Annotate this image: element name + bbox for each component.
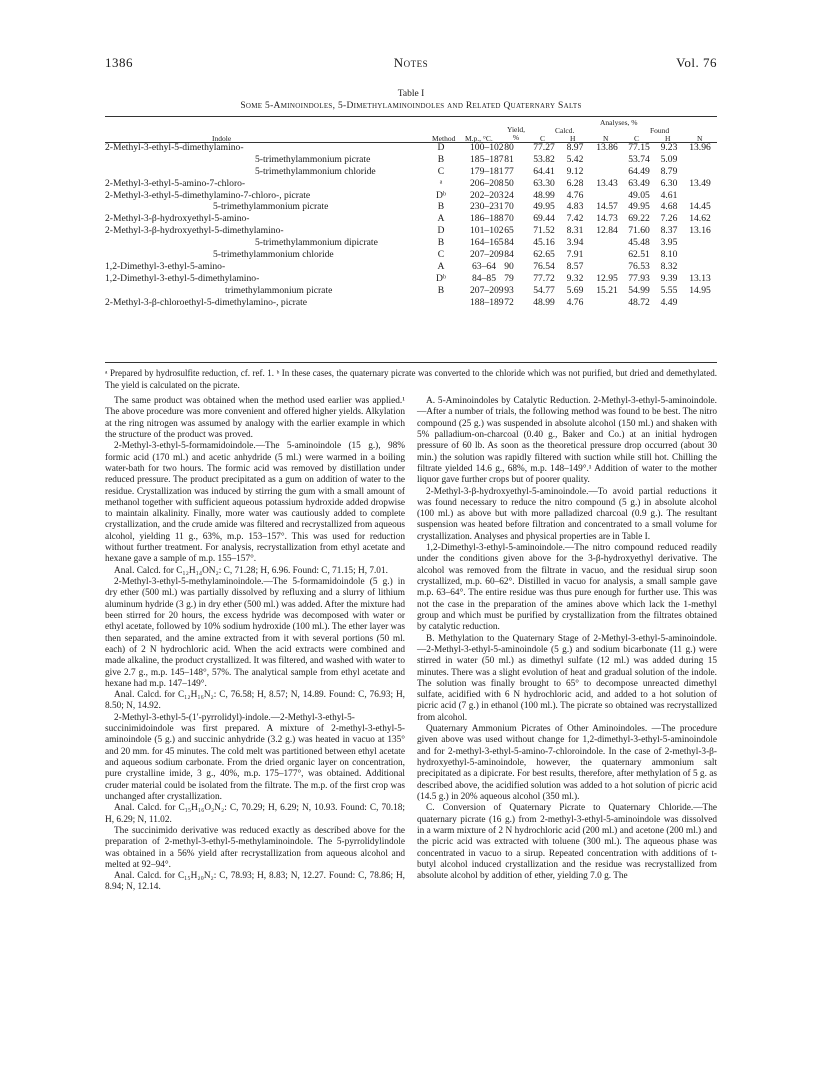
table-row	[105, 166, 717, 178]
cell-calc-c: 62.65	[533, 249, 555, 261]
cell-mp: 206–208	[470, 177, 504, 189]
cell-mp: 84–85	[472, 272, 496, 284]
cell-calc-c: 63.30	[533, 177, 555, 189]
cell-found-c: 64.49	[628, 165, 650, 177]
cell-found-c: 69.22	[628, 213, 650, 225]
cell-method: B	[437, 284, 445, 296]
col-header-yield: Yield, %	[506, 125, 526, 142]
cell-calc-c: 48.99	[533, 189, 555, 201]
running-header	[105, 55, 717, 75]
cell-mp: 186–188	[470, 213, 504, 225]
paragraph: 1,2-Dimethyl-3-ethyl-5-aminoindole.—The nitro compound reduced readily under the conditions given above for the 3-β-hydroxyethyl derivative. The alcohol was removed from the filtrate in vacuo, and the residual sirup soon crystallized, m.p. 60–62°. Distilled in vacuo for analysis, a small sample gave m.p. 63–64°. The entire residue was thus pure enough for further use. This was not the case in the preparation of the amines above which lack the 1-methyl group and which must be purified by crystallization from the filtrates obtained by catalytic reduction.	[417, 543, 717, 633]
cell-calc-c: 49.95	[533, 201, 555, 213]
cell-found-h: 8.37	[660, 225, 678, 237]
cell-calc-n: 14.57	[596, 201, 618, 213]
paragraph: C. Conversion of Quaternary Picrate to Quaternary Chloride.—The quaternary picrate (16 g.) from 2-methyl-3-ethyl-5-aminoindole was dissolved in a warm mixture of 2 N hydrochloric acid (200 ml.) and acetone (200 ml.) and the picric acid was extracted with toluene (300 ml.). The aqueous phase was concentrated in vacuo to a sirup. Repeated concentration with additions of t-butyl alcohol induced crystallization and the residue was recrystallized from absolute alcohol by addition of ether, yielding 7.0 g. The	[417, 803, 717, 882]
cell-found-c: 49.05	[628, 189, 650, 201]
cell-found-h: 4.68	[660, 201, 678, 213]
cell-yield: 80	[504, 142, 514, 153]
cell-calc-c: 45.16	[533, 237, 555, 249]
table-row	[105, 190, 717, 202]
table-row	[105, 178, 717, 190]
cell-method: Dᵇ	[436, 272, 446, 284]
cell-mp: 230–231	[470, 201, 504, 213]
table-caption: Some 5-Aminoindoles, 5-Dimethylaminoindoles and Related Quaternary Salts	[240, 101, 582, 111]
cell-calc-h: 3.94	[566, 237, 584, 249]
cell-found-c: 62.51	[628, 249, 650, 261]
col-header-calc-h: H	[570, 134, 576, 143]
table-row	[105, 142, 717, 154]
paragraph: 2-Methyl-3-β-hydroxyethyl-5-aminoindole.—To avoid partial reductions it was found necessary to reduce the nitro compound (5 g.) in absolute alcohol (100 ml.) as above but with more palladized charcoal (0.9 g.). The resultant suspension was heated before filtration and concentrated to a small volume for crystallization. Analyses and physical properties are in Table I.	[417, 486, 717, 542]
cell-calc-h: 5.69	[566, 284, 584, 296]
cell-found-c: 76.53	[628, 260, 650, 272]
cell-method: C	[437, 165, 445, 177]
cell-calc-c: 53.82	[533, 153, 555, 165]
compound-name: 1,2-Dimethyl-3-ethyl-5-dimethylamino-	[105, 272, 260, 284]
cell-calc-c: 48.99	[533, 296, 555, 308]
compound-name: 2-Methyl-3-β-hydroxyethyl-5-amino-	[105, 213, 250, 225]
table-row	[105, 297, 717, 309]
cell-mp: 100–102	[470, 142, 504, 153]
compound-name: trimethylammonium picrate	[225, 284, 333, 296]
cell-found-h: 8.10	[660, 249, 678, 261]
cell-calc-c: 54.77	[533, 284, 555, 296]
cell-method: B	[437, 153, 445, 165]
cell-calc-h: 4.76	[566, 189, 584, 201]
cell-yield: 77	[504, 165, 514, 177]
cell-found-n: 13.96	[689, 142, 711, 153]
cell-mp: 101–102	[470, 225, 504, 237]
col-header-calc-n: N	[603, 134, 609, 143]
cell-calc-h: 8.97	[566, 142, 584, 153]
cell-mp: 185–187	[470, 153, 504, 165]
col-header-method: Method	[432, 134, 456, 143]
table-row	[105, 201, 717, 213]
table-title: Table I	[397, 89, 425, 99]
compound-name: 5-trimethylammonium dipicrate	[255, 237, 378, 249]
paragraph: B. Methylation to the Quaternary Stage of 2-Methyl-3-ethyl-5-aminoindole.—2-Methyl-3-ethyl-5-aminoindole (5 g.) and sodium bicarbonate (11 g.) were stirred in water (50 ml.) as dimethyl sulfate (12 ml.) was added during 15 minutes. There was a slight evolution of heat and gradual solution of the indole. The solution was finally brought to 65° to decompose unreacted dimethyl sulfate, acidified with 6 N hydrochloric acid, and added to a hot solution of picric acid (7 g.) in ethanol (100 ml.). The picrate so obtained was recrystallized from alcohol.	[417, 633, 717, 723]
cell-calc-n: 14.73	[596, 213, 618, 225]
table-row	[105, 213, 717, 225]
col-header-indole: Indole	[212, 134, 232, 143]
paragraph: Anal. Calcd. for C₁₂H₁₆N₂: C, 76.58; H, 8.57; N, 14.89. Found: C, 76.93; H, 8.50; N, 14.92.	[105, 690, 405, 712]
cell-yield: 93	[504, 284, 514, 296]
paragraph: Anal. Calcd. for C₁₅H₂₀N₂: C, 78.93; H, 8.83; N, 12.27. Found: C, 78.86; H, 8.94; N, 12.14.	[105, 871, 405, 893]
col-header-analyses: Analyses, %	[600, 118, 638, 127]
cell-calc-n: 13.43	[596, 177, 618, 189]
cell-found-n: 14.95	[689, 284, 711, 296]
cell-yield: 70	[504, 213, 514, 225]
cell-calc-h: 8.31	[566, 225, 584, 237]
cell-method: C	[437, 249, 445, 261]
compound-name: 2-Methyl-3-ethyl-5-dimethylamino-	[105, 142, 244, 153]
cell-mp: 207–209	[470, 284, 504, 296]
cell-found-c: 63.49	[628, 177, 650, 189]
cell-yield: 70	[504, 201, 514, 213]
cell-calc-c: 64.41	[533, 165, 555, 177]
cell-calc-n: 15.21	[596, 284, 618, 296]
table-row	[105, 273, 717, 285]
cell-calc-h: 9.12	[566, 165, 584, 177]
volume-label: Vol. 76	[676, 55, 717, 70]
cell-found-h: 4.49	[660, 296, 678, 308]
compound-name: 5-trimethylammonium chloride	[255, 165, 376, 177]
cell-found-c: 54.99	[628, 284, 650, 296]
cell-found-h: 9.39	[660, 272, 678, 284]
cell-found-c: 48.72	[628, 296, 650, 308]
cell-found-h: 6.30	[660, 177, 678, 189]
cell-found-h: 5.09	[660, 153, 678, 165]
cell-mp: 188–189	[470, 296, 504, 308]
cell-calc-h: 7.42	[566, 213, 584, 225]
cell-found-h: 7.26	[660, 213, 678, 225]
cell-found-h: 4.61	[660, 189, 678, 201]
col-header-found-n: N	[697, 134, 703, 143]
cell-calc-h: 9.32	[566, 272, 584, 284]
paragraph: 2-Methyl-3-ethyl-5-(1′-pyrrolidyl)-indole.—2-Methyl-3-ethyl-5-succinimidoindole was first prepared. A mixture of 2-methyl-3-ethyl-5-aminoindole (5 g.) and succinic anhydride (3.2 g.) was heated in vacuo at 135° and 20 mm. for 45 minutes. The cold melt was partitioned between ethyl acetate and aqueous sodium carbonate. From the dried organic layer on concentration, pure crystalline imide, 3 g., 40%, m.p. 175–177°, was obtained. Additional cruder material could be isolated from the filtrate. The m.p. of the first crop was unchanged after crystallization.	[105, 712, 405, 802]
cell-calc-h: 7.91	[566, 249, 584, 261]
compound-name: 1,2-Dimethyl-3-ethyl-5-amino-	[105, 260, 226, 272]
cell-method: Dᵇ	[436, 189, 446, 201]
cell-method: B	[437, 237, 445, 249]
table-row	[105, 237, 717, 249]
cell-yield: 50	[504, 177, 514, 189]
cell-method: D	[437, 142, 445, 153]
cell-found-c: 53.74	[628, 153, 650, 165]
table-row	[105, 285, 717, 297]
cell-calc-h: 5.42	[566, 153, 584, 165]
table-footnote: ᵃ Prepared by hydrosulfite reduction, cf. ref. 1. ᵇ In these cases, the quaternary picrate was converted to the chloride which was not purified, but dried and demethylated. The yield is calculated on the picrate.	[105, 368, 717, 390]
journal-section: Notes	[393, 55, 429, 70]
cell-yield: 84	[504, 237, 514, 249]
cell-found-h: 5.55	[660, 284, 678, 296]
cell-calc-h: 4.76	[566, 296, 584, 308]
compound-name: 2-Methyl-3-ethyl-5-dimethylamino-7-chloro-, picrate	[105, 189, 311, 201]
cell-yield: 72	[504, 296, 514, 308]
cell-calc-c: 69.44	[533, 213, 555, 225]
cell-yield: 65	[504, 225, 514, 237]
cell-mp: 207–209	[470, 249, 504, 261]
col-header-found-c: C	[634, 134, 640, 143]
cell-method: A	[437, 260, 445, 272]
compound-name: 2-Methyl-3-β-chloroethyl-5-dimethylamino-, picrate	[105, 296, 308, 308]
col-header-mp: M.p., °C.	[465, 134, 493, 143]
cell-method: A	[437, 213, 445, 225]
table-bottom-rule	[105, 362, 717, 363]
cell-mp: 63–64	[472, 260, 496, 272]
cell-mp: 179–181	[470, 165, 504, 177]
col-header-calcd: Calcd.	[555, 126, 575, 135]
cell-method: ᵃ	[439, 177, 443, 189]
cell-calc-c: 71.52	[533, 225, 555, 237]
table-top-rule	[105, 116, 717, 117]
cell-calc-c: 77.72	[533, 272, 555, 284]
cell-yield: 24	[504, 189, 514, 201]
compound-name: 5-trimethylammonium picrate	[213, 201, 329, 213]
cell-calc-h: 4.83	[566, 201, 584, 213]
cell-found-c: 77.15	[628, 142, 650, 153]
cell-found-n: 14.62	[689, 213, 711, 225]
cell-found-c: 77.93	[628, 272, 650, 284]
cell-found-c: 45.48	[628, 237, 650, 249]
col-header-calc-c: C	[540, 134, 546, 143]
compound-name: 2-Methyl-3-ethyl-5-amino-7-chloro-	[105, 177, 246, 189]
table-row	[105, 225, 717, 237]
table-row	[105, 261, 717, 273]
compounds-table	[105, 142, 717, 308]
cell-method: D	[437, 225, 445, 237]
cell-yield: 79	[504, 272, 514, 284]
cell-yield: 84	[504, 249, 514, 261]
cell-calc-n: 12.84	[596, 225, 618, 237]
table-row	[105, 249, 717, 261]
page-number: 1386	[105, 55, 133, 70]
paragraph: 2-Methyl-3-ethyl-5-methylaminoindole.—The 5-formamidoindole (5 g.) in dry ether (500 ml.) was partially dissolved by refluxing and a slurry of lithium aluminum hydride (3 g.) in dry ether (500 ml.) was added. After the mixture had been stirred for 20 hours, the excess hydride was decomposed with water or ethyl acetate, followed by 10% sodium hydroxide (100 ml.). The ether layer was then separated, and the amine extracted from it with several portions (50 ml. each) of 2 N hydrochloric acid. When the acid extracts were combined and made alkaline, the product crystallized. It was filtered, and washed with water to give 2.7 g., m.p. 145–148°, 57%. The analytical sample from ethyl acetate and hexane had m.p. 147–149°.	[105, 577, 405, 689]
paragraph: Anal. Calcd. for C₁₅H₁₆O₂N₂: C, 70.29; H, 6.29; N, 10.93. Found: C, 70.18; H, 6.29; N, 11.02.	[105, 803, 405, 825]
cell-found-c: 49.95	[628, 201, 650, 213]
compound-name: 2-Methyl-3-β-hydroxyethyl-5-dimethylamino-	[105, 225, 284, 237]
cell-found-c: 71.60	[628, 225, 650, 237]
cell-found-n: 13.49	[689, 177, 711, 189]
cell-found-h: 9.23	[660, 142, 678, 153]
cell-found-n: 14.45	[689, 201, 711, 213]
cell-calc-n: 13.86	[596, 142, 618, 153]
cell-found-h: 3.95	[660, 237, 678, 249]
cell-mp: 202–203	[470, 189, 504, 201]
paragraph: Quaternary Ammonium Picrates of Other Aminoindoles. —The procedure given above was used without change for 1,2-dimethyl-3-ethyl-5-aminoindole and for 2-methyl-3-ethyl-5-amino-7-chloroindole. In the case of 2-methyl-3-β-hydroxyethyl-5-aminoindole, however, the quaternary ammonium salt precipitated as a dipicrate. For best results, therefore, after methylation of 5 g. as described above, the acidified solution was added to a hot solution of picric acid (14.5 g.) in 20% aqueous alcohol (350 ml.).	[417, 724, 717, 802]
paragraph: The same product was obtained when the method used earlier was applied.¹ The above procedure was more convenient and offered higher yields. Alkylation at the ring nitrogen was assumed by analogy with the earlier example in which the structure of the product was proved.	[105, 396, 405, 440]
cell-found-n: 13.16	[689, 225, 711, 237]
cell-yield: 90	[504, 260, 514, 272]
paragraph: 2-Methyl-3-ethyl-5-formamidoindole.—The 5-aminoindole (15 g.), 98% formic acid (170 ml.) and acetic anhydride (5 ml.) were warmed in a boiling water-bath for two hours. The formic acid was removed by distillation under reduced pressure. The product precipitated as a gum on addition of water to the residue. Crystallization was induced by stirring the gum with a small amount of methanol together with sufficient aqueous potassium hydroxide added dropwise to maintain alkalinity. Finally, more water was cautiously added to complete crystallization, and the crude amide was filtered and recrystallized from aqueous alcohol, yielding 11 g., 63%, m.p. 153–157°. This was used for reduction without further treatment. For analysis, recrystallization from ethyl acetate and hexane gave a sample of m.p. 155–157°.	[105, 441, 405, 565]
paragraph: The succinimido derivative was reduced exactly as described above for the preparation of 2-methyl-3-ethyl-5-methylaminoindole. The 5-pyrrolidylindole was obtained in a 56% yield after recrystallization from aqueous alcohol and melted at 92–94°.	[105, 825, 405, 870]
cell-calc-h: 6.28	[566, 177, 584, 189]
cell-calc-c: 76.54	[533, 260, 555, 272]
table-row	[105, 154, 717, 166]
left-text-column	[105, 396, 405, 894]
cell-yield: 81	[504, 153, 514, 165]
cell-calc-h: 8.57	[566, 260, 584, 272]
paragraph: Anal. Calcd. for C₁₂H₁₄ON₂: C, 71.28; H, 6.96. Found: C, 71.15; H, 7.01.	[114, 565, 388, 576]
col-header-found-h: H	[665, 134, 671, 143]
compound-name: 5-trimethylammonium picrate	[255, 153, 371, 165]
paragraph: A. 5-Aminoindoles by Catalytic Reduction. 2-Methyl-3-ethyl-5-aminoindole.—After a number of trials, the following method was found to be best. The nitro compound (25 g.) was suspended in absolute alcohol (150 ml.) and shaken with 5% palladium-on-charcoal (0.40 g., Baker and Co.) at an initial hydrogen pressure of 60 lb. As soon as the theoretical pressure drop occurred (about 30 min.) the solution was rapidly filtered with suction while still hot. Chilling the filtrate yielded 14.6 g., 68%, m.p. 148–149°.¹ Addition of water to the mother liquor gave further crops but of poorer quality.	[417, 396, 717, 486]
cell-mp: 164–165	[470, 237, 504, 249]
cell-found-h: 8.79	[660, 165, 678, 177]
cell-calc-n: 12.95	[596, 272, 618, 284]
cell-calc-c: 77.27	[533, 142, 555, 153]
cell-found-n: 13.13	[689, 272, 711, 284]
col-header-found: Found	[650, 126, 670, 135]
right-text-column	[417, 396, 717, 882]
cell-method: B	[437, 201, 445, 213]
compound-name: 5-trimethylammonium chloride	[213, 249, 334, 261]
cell-found-h: 8.32	[660, 260, 678, 272]
